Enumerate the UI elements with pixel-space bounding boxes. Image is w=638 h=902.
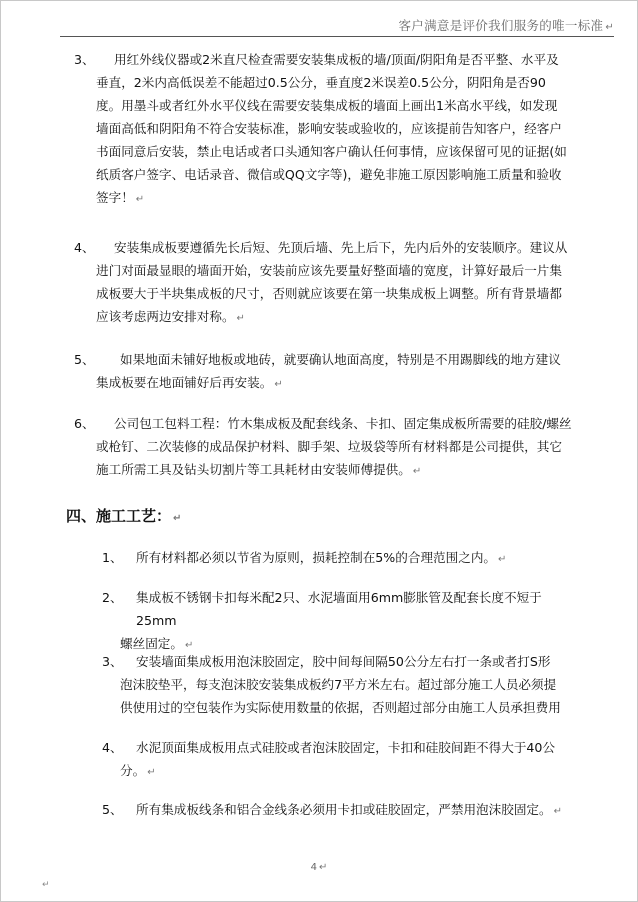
item-line: 泡沫胶垫平，每支泡沫胶安装集成板约7平方米左右。超过部分施工人员必须提 xyxy=(120,677,557,692)
list-item: 5、 所有集成板线条和铝合金线条必须用卡扣或硅胶固定，严禁用泡沫胶固定。 ↵ xyxy=(102,798,582,823)
item-line: 水泥顶面集成板用点式硅胶或者泡沫胶固定，卡扣和硅胶间距不得大于40公 xyxy=(136,740,556,755)
list-item: 1、 所有材料都必须以节省为原则，损耗控制在5%的合理范围之内。 ↵ xyxy=(102,546,582,571)
list-item: 3、 用红外线仪器或2米直尺检查需要安装集成板的墙/顶面/阴阳角是否平整、水平及 垂直，2米内高低误差不能超过0.5公分，垂直度2米误差0.5公分，阴阳角是否90 度。用墨斗或者红外水平仪线在需要安装集成板的墙面上画出1米高水平线，如发现 墙面高低和阴阳角不符合安装标准，影响安装或验收的，应该提前告知客户，经客户 书面同意后安装，禁止电话或者口头通知客户确认任何事情，应该保留可见的证据(如 纸质客户签字、电话录音、微信或QQ文字等)，避免非施工原因影响施工质量和验收 签字！ ↵ xyxy=(74,48,574,211)
list-item: 4、 安装集成板要遵循先长后短、先顶后墙、先上后下，先内后外的安装顺序。建议从 进门对面最显眼的墙面开始，安装前应该先要量好整面墙的宽度，计算好最后一片集 成板要大于半块集成板的尺寸，否则就应该要在第一块集成板上调整。所有背景墙都 应该考虑两边安排对称。 ↵ xyxy=(74,236,574,330)
item-line: 成板要大于半块集成板的尺寸，否则就应该要在第一块集成板上调整。所有背景墙都 xyxy=(96,286,562,301)
item-number: 5、 xyxy=(74,352,95,367)
corner-mark: ↵ xyxy=(42,880,50,890)
item-line: 公司包工包料工程：竹木集成板及配套线条、卡扣、固定集成板所需要的硅胶/螺丝 xyxy=(114,416,572,431)
list-item xyxy=(102,650,582,719)
item-number: 4、 xyxy=(74,240,95,255)
item-number: 2、 xyxy=(102,590,123,605)
item-line: 施工所需工具及钻头切割片等工具耗材由安装师傅提供。 xyxy=(96,462,411,477)
item-line: 供使用过的空包装作为实际使用数量的依据，否则超过部分由施工人员承担费用 xyxy=(120,700,561,715)
item-line: 集成板不锈钢卡扣每米配2只、水泥墙面用6mm膨胀管及配套长度不短于25mm xyxy=(136,590,542,628)
item-line: 所有集成板线条和铝合金线条必须用卡扣或硅胶固定，严禁用泡沫胶固定。 xyxy=(136,802,552,817)
page-number: 4 ↵ xyxy=(310,862,328,873)
item-line: 墙面高低和阴阳角不符合安装标准，影响安装或验收的，应该提前告知客户，经客户 xyxy=(96,121,562,136)
item-number: 3、 xyxy=(74,52,95,67)
list-item: 6、 公司包工包料工程：竹木集成板及配套线条、卡扣、固定集成板所需要的硅胶/螺丝 或枪钉、二次装修的成品保护材料、脚手架、垃圾袋等所有材料都是公司提供，其它 施工所需工具及钻头切割片等工具耗材由安装师傅提供。 ↵ xyxy=(74,412,574,483)
item-line: 垂直，2米内高低误差不能超过0.5公分，垂直度2米误差0.5公分，阴阳角是否90 xyxy=(96,75,546,90)
item-line: 螺丝固定。 xyxy=(120,636,183,651)
item-line: 进门对面最显眼的墙面开始，安装前应该先要量好整面墙的宽度，计算好最后一片集 xyxy=(96,263,562,278)
item-line: 书面同意后安装，禁止电话或者口头通知客户确认任何事情，应该保留可见的证据(如 xyxy=(96,144,567,159)
item-number: 5、 xyxy=(102,802,123,817)
item-line: 集成板要在地面铺好后再安装。 xyxy=(96,375,273,390)
item-line: 度。用墨斗或者红外水平仪线在需要安装集成板的墙面上画出1米高水平线，如发现 xyxy=(96,98,558,113)
item-number: 6、 xyxy=(74,416,95,431)
header-text: 客户满意是评价我们服务的唯一标准 xyxy=(398,18,604,33)
item-line: 或枪钉、二次装修的成品保护材料、脚手架、垃圾袋等所有材料都是公司提供，其它 xyxy=(96,439,562,454)
item-number: 1、 xyxy=(102,550,123,565)
header-rule xyxy=(60,36,614,37)
item-number: 3、 xyxy=(102,654,123,669)
list-item: 4、 水泥顶面集成板用点式硅胶或者泡沫胶固定，卡扣和硅胶间距不得大于40公 分。 ↵ xyxy=(102,736,582,784)
item-line: 分。 xyxy=(120,763,146,778)
item-line: 安装墙面集成板用泡沫胶固定，胶中间每间隔50公分左右打一条或者打S形 xyxy=(136,654,551,669)
item-line: 如果地面未铺好地板或地砖，就要确认地面高度，特别是不用踢脚线的地方建议 xyxy=(120,352,561,367)
item-line: 签字！ xyxy=(96,190,134,205)
item-line: 纸质客户签字、电话录音、微信或QQ文字等)，避免非施工原因影响施工质量和验收 xyxy=(96,167,562,182)
list-item: 5、 如果地面未铺好地板或地砖，就要确认地面高度，特别是不用踢脚线的地方建议 集成板要在地面铺好后再安装。 ↵ xyxy=(74,348,574,396)
item-number: 4、 xyxy=(102,740,123,755)
section-heading: 四、施工工艺： ↵ xyxy=(66,507,182,525)
item-line: 应该考虑两边安排对称。 xyxy=(96,309,235,324)
page-header: 客户满意是评价我们服务的唯一标准 ↵ xyxy=(398,18,614,33)
item-line: 所有材料都必须以节省为原则，损耗控制在5%的合理范围之内。 xyxy=(136,550,497,565)
list-item: 2、 集成板不锈钢卡扣每米配2只、水泥墙面用6mm膨胀管及配套长度不短于25mm 螺丝固定。 ↵ xyxy=(102,586,582,657)
item-line: 安装集成板要遵循先长后短、先顶后墙、先上后下，先内后外的安装顺序。建议从 xyxy=(114,240,568,255)
item-line: 用红外线仪器或2米直尺检查需要安装集成板的墙/顶面/阴阳角是否平整、水平及 xyxy=(114,52,559,67)
